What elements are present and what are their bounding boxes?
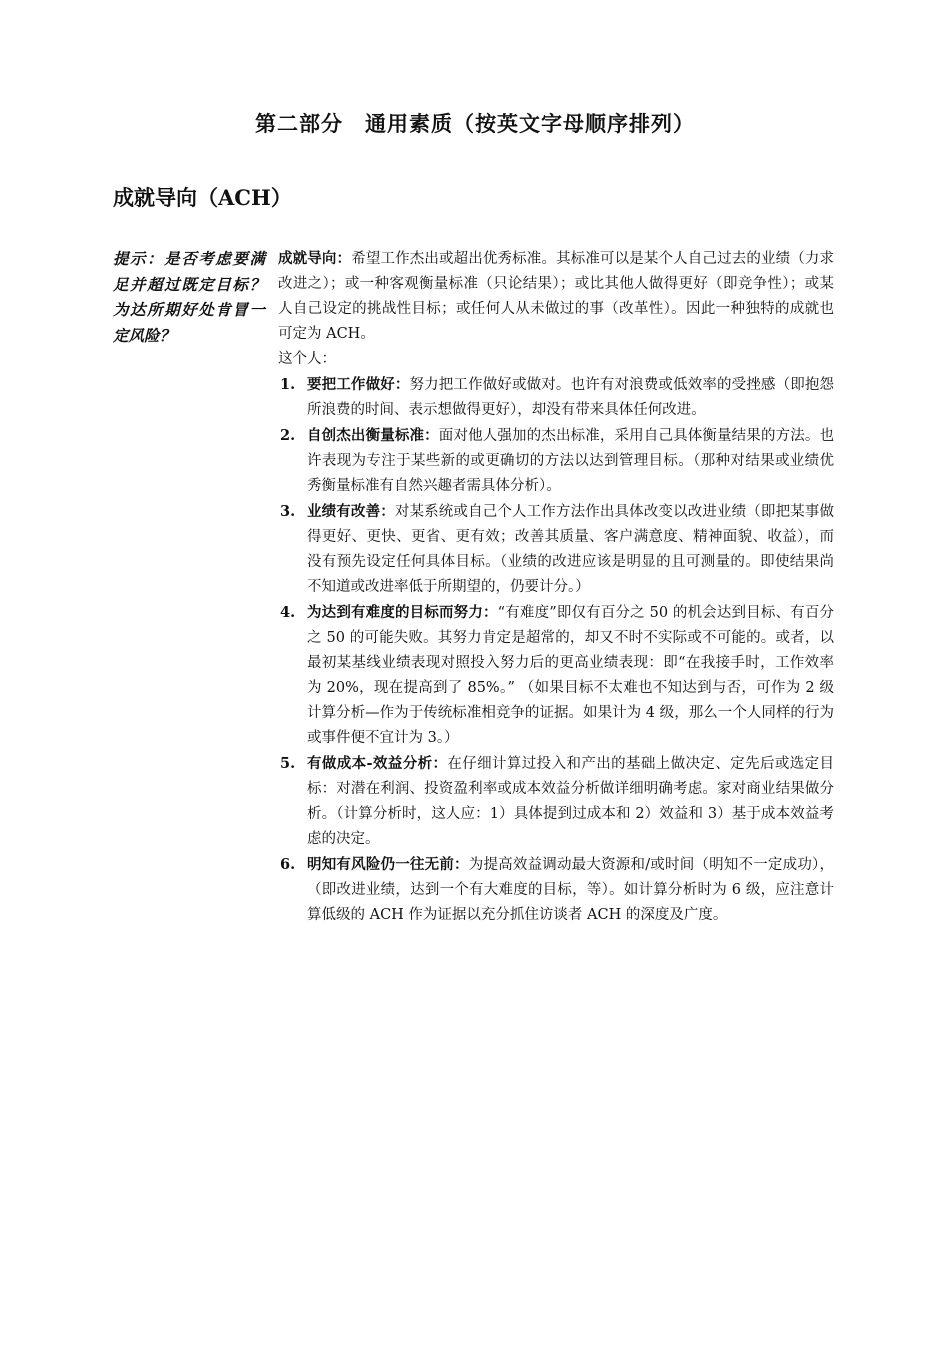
level-text: “有难度”即仅有百分之 50 的机会达到目标、有百分之 50 的可能失败。其努力肯定是超常的，却又不时不实际或不可能的。或者，以最初某基线业绩表现对照投入努力后的更高业绩表现：即“在我接手时，工作效率为 20%，现在提高到了 85%。” （如果目标不太难也不知达到与否，可作为 2 级计算分析—作为于传统标准相竞争的证据。如果计为 4 级，那么一个人同样的行为或事件便不宜计为 3。）	[307, 605, 834, 746]
level-number: 4.	[280, 604, 296, 621]
level-title: 业绩有改善：	[307, 503, 395, 520]
definition-text: 希望工作杰出或超出优秀标准。其标准可以是某个人自己过去的业绩（力求改进之）；或一种客观衡量标准（只论结果）；或比其他人做得更好（即竞争性）；或某人自己设定的挑战性目标；或任何人从未做过的事（改革性）。因此一种独特的成就也可定为 ACH。	[278, 251, 835, 342]
definition-term: 成就导向：	[278, 250, 352, 267]
part-title: 第二部分 通用素质（按英文字母顺序排列）	[255, 111, 695, 136]
level-text: 对某系统或自己个人工作方法作出具体改变以改进业绩（即把某事做得更好、更快、更省、更有效；改善其质量、客户满意度、精神面貌、收益），而没有预先设定任何具体目标。（业绩的改进应该是明显的且可测量的。即使结果尚不知道或改进率低于所期望的，仍要计分。）	[307, 504, 834, 595]
section-title: 成就导向（ACH）	[113, 185, 292, 210]
level-text: 努力把工作做好或做对。也许有对浪费或低效率的受挫感（即抱怨所浪费的时间、表示想做得更好），却没有带来具体任何改进。	[307, 377, 834, 418]
level-item	[278, 852, 834, 928]
level-number: 2.	[280, 427, 296, 444]
level-title: 自创杰出衡量标准：	[307, 427, 439, 444]
level-item	[278, 372, 834, 423]
level-list	[278, 372, 834, 928]
definition-paragraph	[278, 246, 834, 347]
level-number: 6.	[280, 856, 296, 873]
level-number: 5.	[280, 755, 296, 772]
level-text: 在仔细计算过投入和产出的基础上做决定、定先后或选定目标：对潜在利润、投资盈利率或成本效益分析做详细明确考虑。家对商业结果做分析。（计算分析时，这人应：1）具体提到过成本和 2）效益和 3）基于成本效益考虑的决定。	[307, 756, 834, 847]
level-item	[278, 499, 834, 600]
level-item	[278, 751, 834, 852]
level-text: 面对他人强加的杰出标准，采用自己具体衡量结果的方法。也许表现为专注于某些新的或更确切的方法以达到管理目标。（那种对结果或业绩优秀衡量标准有自然兴趣者需具体分析）。	[307, 428, 835, 494]
level-item	[278, 423, 834, 499]
main-content	[278, 246, 834, 928]
level-title: 要把工作做好：	[307, 376, 410, 393]
level-text: 为提高效益调动最大资源和/或时间（明知不一定成功），（即改进业绩，达到一个有大难度的目标，等）。如计算分析时为 6 级，应注意计算低级的 ACH 作为证据以充分抓住访谈者 ACH 的深度及广度。	[307, 857, 834, 923]
level-item	[278, 600, 834, 751]
hint-note: 提示：是否考虑要满足并超过既定目标？为达所期好处肯冒一定风险？	[113, 249, 265, 345]
level-title: 为达到有难度的目标而努力：	[307, 604, 498, 621]
level-number: 1.	[280, 376, 296, 393]
level-title: 明知有风险仍一往无前：	[307, 856, 469, 873]
intro-line: 这个人：	[278, 351, 336, 367]
level-title: 有做成本-效益分析：	[307, 755, 448, 772]
level-number: 3.	[280, 503, 296, 520]
